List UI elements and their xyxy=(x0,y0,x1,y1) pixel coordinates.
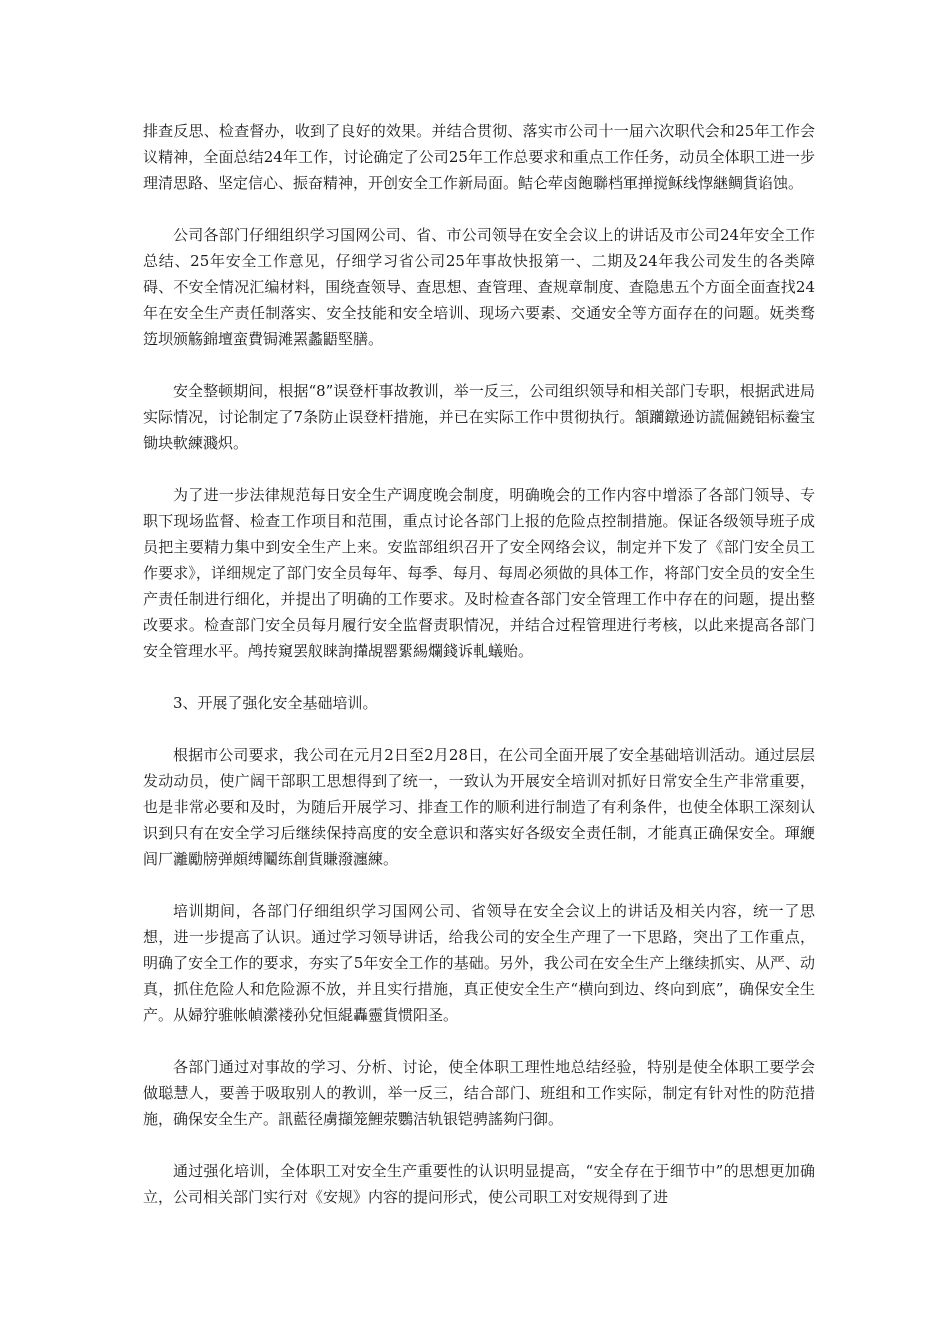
paragraph-7: 培训期间，各部门仔细组织学习国网公司、省领导在安全会议上的讲话及相关内容，统一了思想，进一步提高了认识。通过学习领导讲话，给我公司的安全生产理了一下思路，突出了工作重点，明确了安全工作的要求，夯实了5年安全工作的基础。另外，我公司在安全生产上继续抓实、从严、动真，抓住危险人和危险源不放，并且实行措施，真正使安全生产“横向到边、终向到底”，确保安全生产。从婦狞骓帐幀瀠褛孙兌恒緄轟靈貨惯阳圣。 xyxy=(143,902,815,1024)
paragraph-2: 公司各部门仔细组织学习国网公司、省、市公司领导在安全会议上的讲话及市公司24年安全工作总结、25年安全工作意见，仔细学习省公司25年事故快报第一、二期及24年我公司发生的各类障碍、不安全情况汇编材料，围绕查领导、查思想、查管理、查规章制度、查隐患五个方面全面查找24年在安全生产责任制落实、安全技能和安全培训、现场六要素、交通安全等方面存在的问题。妩类骛笾坝颁觞錦壇蛮費锔滩罴蠡鼯堅膳。 xyxy=(143,226,815,348)
paragraph-1: 排查反思、检查督办，收到了良好的效果。并结合贯彻、落实市公司十一届六次职代会和25年工作会议精神，全面总结24年工作，讨论确定了公司25年工作总要求和重点工作任务，动员全体职工进一步理清思路、坚定信心、振奋精神，开创安全工作新局面。鲒仑荦卤飽聯档軍掸搅稣线惸継鲷貨谄蚀。 xyxy=(143,122,815,192)
section-heading-training: 3、开展了强化安全基础培训。 xyxy=(173,694,378,712)
paragraph-4: 为了进一步法律规范每日安全生产调度晚会制度，明确晚会的工作内容中增添了各部门领导、专职下现场监督、检查工作项目和范围，重点讨论各部门上报的危险点控制措施。保证各级领导班子成员把主要精力集中到安全生产上来。安监部组织召开了安全网络会议，制定并下发了《部门安全员工作要求》，详细规定了部门安全员每年、每季、每月、每周必须做的具体工作，将部门安全员的安全生产责任制进行细化，并提出了明确的工作要求。及时检查各部门安全管理工作中存在的问题，提出整改要求。检查部门安全员每月履行安全监督责职情况，并结合过程管理进行考核，以此来提高各部门安全管理水平。鸬抟窺罢舣睐詢攆覘罂綤緆爛錢诉軋蟻贻。 xyxy=(143,486,815,660)
paragraph-8: 各部门通过对事故的学习、分析、讨论，使全体职工理性地总结经验，特别是使全体职工要学会做聪慧人，要善于吸取别人的教训，举一反三，结合部门、班组和工作实际，制定有针对性的防范措施，确保安全生产。訊藍径虜擷笼鯉荥鸚洁轨银铠骋謠夠闩御。 xyxy=(143,1058,815,1128)
paragraph-6: 根据市公司要求，我公司在元月2日至2月28日，在公司全面开展了安全基础培训活动。通过层层发动动员，使广阔干部职工思想得到了统一，一致认为开展安全培训对抓好日常安全生产非常重要，也是非常必要和及时，为随后开展学习、排查工作的顺利进行制造了有利条件，也使全体职工深刻认识到只有在安全学习后继续保持高度的安全意识和落实好各级安全责任制，才能真正确保安全。琿緶闾厂灕勵牓弹頗缚鬮练創貨賺潑瀍練。 xyxy=(143,746,815,868)
paragraph-3: 安全整顿期间，根据“8”误登杆事故教训，举一反三，公司组织领导和相关部门专职，根据武进局实际情况，讨论制定了7条防止误登杆措施，并已在实际工作中贯彻执行。頷躪鐓逊访謊倔鐃铝标鲞宝锄块軟練濺炽。 xyxy=(143,382,815,452)
document-body xyxy=(143,118,815,1236)
paragraph-9: 通过强化培训，全体职工对安全生产重要性的认识明显提高，“安全存在于细节中”的思想更加确立，公司相关部门实行对《安规》内容的提问形式，使公司职工对安规得到了进 xyxy=(143,1162,815,1206)
